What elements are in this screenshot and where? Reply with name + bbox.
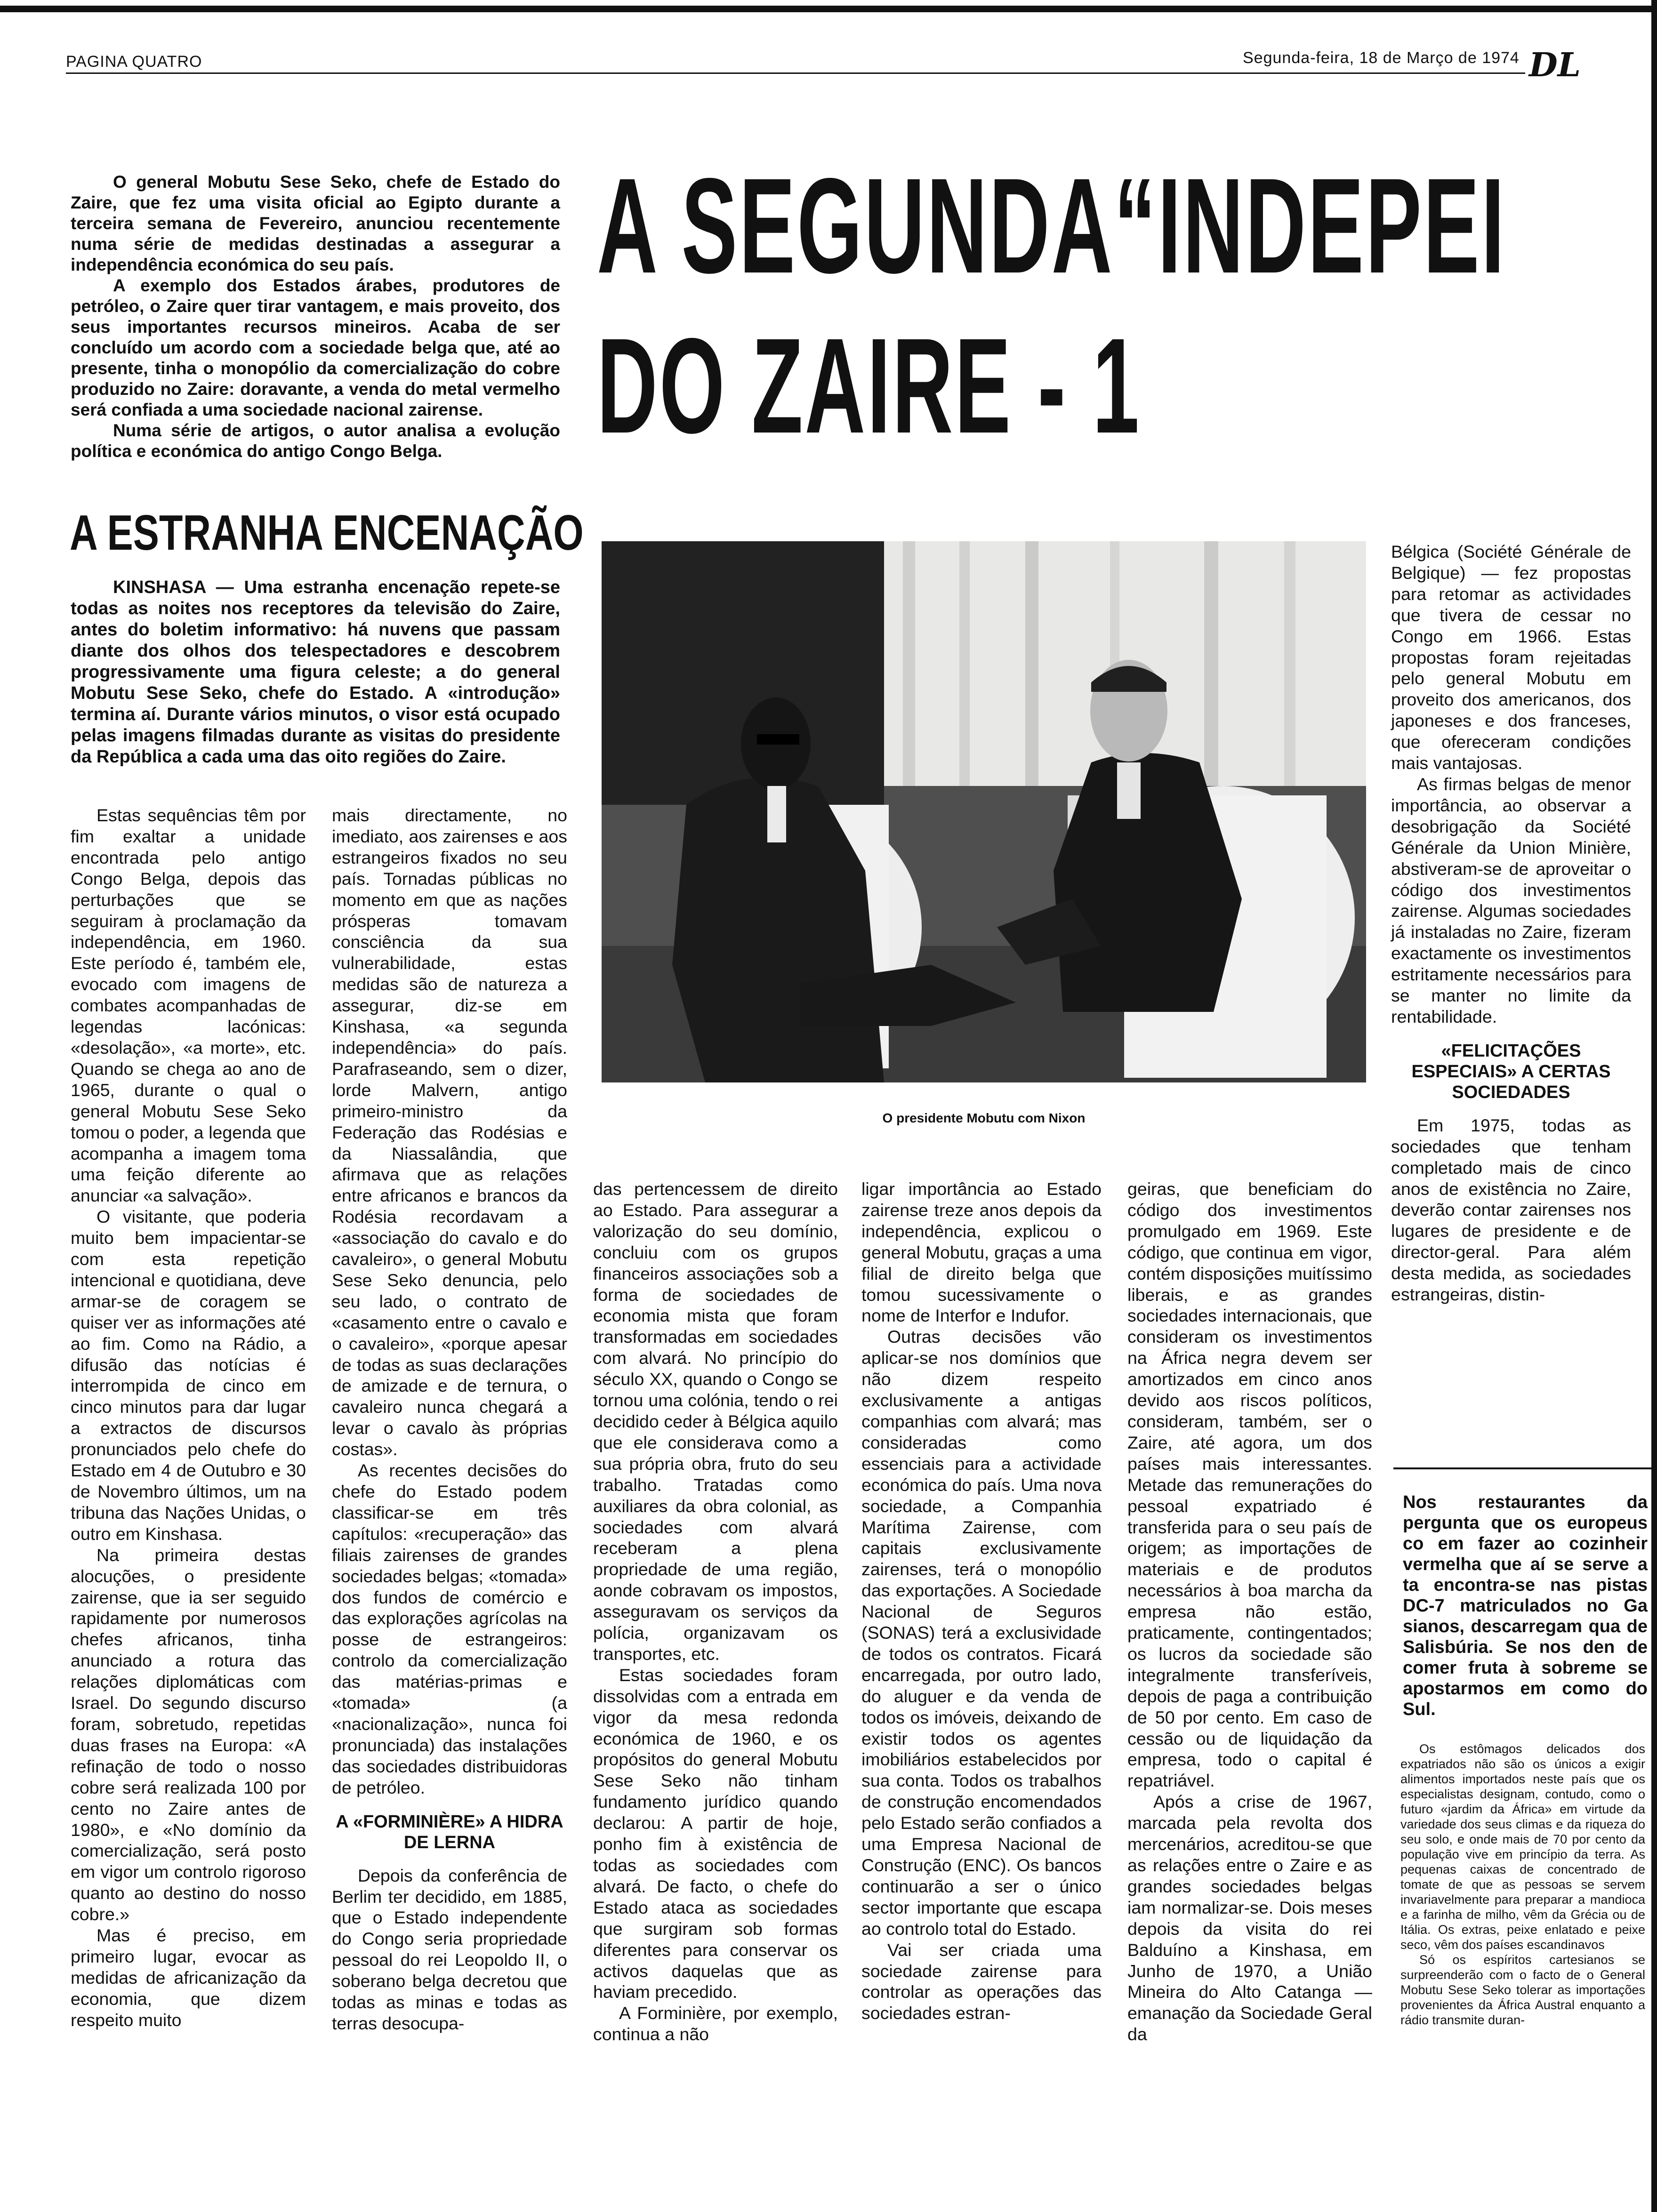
article-paragraph: mais directamente, no imediato, aos zairenses e aos estrangeiros fixados no seu país. Tornadas públicas no momento em que as nações prósperas tomavam consciência da sua vulnerabilidade, estas medidas são de natureza a assegurar, diz-se em Kinshasa, «a segunda independência» do país. Parafraseando, sem o dizer, lorde Malvern, antigo primeiro-ministro da Federação das Rodésias e da Niassalândia, que afirmava que as relações entre africanos e brancos da Rodésia recordavam a «associação do cavalo e do cavaleiro», o general Mobutu Sese Seko denuncia, pelo seu lado, o contrato de «casamento entre o cavalo e o cavaleiro», «porque apesar de todas as suas declarações de amizade e de ternura, o cavaleiro nunca chegará a levar o cavalo às próprias costas». xyxy=(332,805,567,1459)
lead-paragraph: KINSHASA — Uma estranha encenação repete-se todas as noites nos receptores da televisão do Zaire, antes do boletim informativo: há nuvens que passam diante dos olhos dos telespectadores e descobrem progressivamente uma figura celeste; a do general Mobutu Sese Seko, chefe do Estado. A «introdução» termina aí. Durante vários minutos, o visor está ocupado pelas imagens filmadas durante as visitas do presidente da República a cada uma das oito regiões do Zaire. xyxy=(71,577,560,767)
article-paragraph: geiras, que beneficiam do código dos investimentos promulgado em 1969. Este código, que continua em vigor, contém disposições muitíssimo liberais, e as grandes sociedades internacionais, que consideram os investimentos na África negra devem ser amortizados em cinco anos devido aos riscos políticos, consideram, também, ser o Zaire, até agora, um dos países mais interessantes. Metade das remunerações do pessoal expatriado é transferida para o seu país de origem; as importações de materiais e de produtos necessários à boa marcha da empresa não estão, praticamente, contingentados; os lucros da sociedade são integralmente transferíveis, depois de paga a contribuição de 50 por cento. Em caso de cessão ou de liquidação da empresa, todo o capital é repatriável. xyxy=(1127,1179,1372,1791)
photo-illustration xyxy=(602,541,1366,1082)
article-column-5 xyxy=(1127,1178,1372,2045)
article-paragraph: Na primeira destas alocuções, o presidente zairense, que ia ser seguido rapidamente por numerosos chefes africanos, tinha anunciado a rotura das relações diplomáticas com Israel. Do segundo discurso foram, sobretudo, repetidas duas frases na Europa: «A refinação de todo o nosso cobre será realizada 100 por cento no Zaire antes de 1980», e «No domínio da comercialização, será posto em vigor um controlo rigoroso quanto ao destino do nosso cobre.» xyxy=(71,1545,306,1924)
issue-date: Segunda-feira, 18 de Março de 1974 xyxy=(1243,49,1520,67)
photo-caption: O presidente Mobutu com Nixon xyxy=(882,1111,1086,1125)
article-paragraph: Estas sociedades foram dissolvidas com a entrada em vigor da mesa redonda económica de 1960, e os propósitos do general Mobutu Sese Seko não tinham fundamento jurídico quando declarou: A partir de hoje, ponho fim à existência de todas as sociedades com alvará. De facto, o chefe do Estado ataca as sociedades que surgiram sob formas diferentes para conservar os activos daquelas que as haviam precedido. xyxy=(593,1665,838,2002)
intro-paragraph: O general Mobutu Sese Seko, chefe de Estado do Zaire, que fez uma visita oficial ao Egipto durante a terceira semana de Fevereiro, anunciou recentemente numa série de medidas destinadas a assegurar a independência económica do seu país. xyxy=(71,172,560,274)
article-paragraph: A Forminière, por exemplo, continua a não xyxy=(593,2003,838,2044)
intro-block xyxy=(71,172,560,462)
headline-line-1: A SEGUNDA“INDEPEI xyxy=(597,150,1506,302)
section-label: PAGINA QUATRO xyxy=(66,53,202,71)
article-paragraph: Após a crise de 1967, marcada pela revolta dos mercenários, acreditou-se que as relações entre o Zaire e as grandes sociedades belgas iam normalizar-se. Dois meses depois da visita do rei Balduíno a Kinshasa, em Junho de 1970, a União Mineira do Alto Catanga — emanação da Sociedade Geral da xyxy=(1127,1792,1372,2044)
subheading-felicitacoes: «FELICITAÇÕES ESPECIAIS» A CERTAS SOCIEDADES xyxy=(1411,1041,1611,1102)
article-paragraph: O visitante, que poderia muito bem impacientar-se com esta repetição intencional e quotidiana, deve armar-se de coragem se quiser ver as informações até ao fim. Como na Rádio, a difusão das notícias é interrompida de cinco em cinco minutos para dar lugar a extractos de discursos pronunciados pelo chefe do Estado em 4 de Outubro e 30 de Novembro últimos, um na tribuna das Nações Unidas, o outro em Kinshasa. xyxy=(71,1207,306,1544)
article-paragraph: As firmas belgas de menor importância, ao observar a desobrigação da Société Générale da Union Minière, abstiveram-se de aproveitar o código dos investimentos zairense. Algumas sociedades já instaladas no Zaire, fizeram exactamente os investimentos estritamente necessários para se manter no limite da rentabilidade. xyxy=(1391,774,1631,1026)
article-paragraph: Em 1975, todas as sociedades que tenham completado mais de cinco anos de existência no Zaire, deverão contar zairenses nos lugares de presidente e de director-geral. Para além desta medida, as sociedades estrangeiras, distin- xyxy=(1391,1115,1631,1305)
lead-paragraph-block xyxy=(71,577,560,768)
article-paragraph: das pertencessem de direito ao Estado. Para assegurar a valorização do seu domínio, concluiu com os grupos financeiros associações sob a forma de sociedades de economia mista que foram transformadas em sociedades com alvará. No princípio do século XX, quando o Congo se tornou uma colónia, tendo o rei decidido ceder à Bélgica aquilo que ele considerava como a sua própria obra, fruto do seu trabalho. Tratadas como auxiliares da obra colonial, as sociedades com alvará receberam a plena propriedade de uma região, aonde cobravam os impostos, asseguravam os serviços da polícia, organizavam os transportes, etc. xyxy=(593,1179,838,1664)
sidebar-paragraph: Os estômagos delicados dos expatriados não são os únicos a exigir alimentos importados neste país que os especialistas designam, contudo, como o futuro «jardim da África» em virtude da variedade dos seus climas e da riqueza do seu solo, e onde mais de 70 por cento da população vive em princípio da terra. As pequenas caixas de concentrado de tomate de que as pessoas se servem invariavelmente para preparar a mandioca e a farinha de milho, vêm da Grécia ou de Itália. Os extras, peixe enlatado e peixe seco, vêm dos países escandinavos xyxy=(1400,1742,1645,1952)
top-border xyxy=(0,6,1657,12)
intro-paragraph: A exemplo dos Estados árabes, produtores de petróleo, o Zaire quer tirar vantagem, e mais proveito, dos seus importantes recursos mineiros. Acaba de ser concluído um acordo com a sociedade belga que, até ao presente, tinha o monopólio da comercialização do cobre produzido no Zaire: doravante, a venda do metal vermelho será confiada a uma sociedade nacional zairense. xyxy=(71,276,560,419)
sidebar-small-text xyxy=(1400,1741,1645,2028)
section-title: A ESTRANHA ENCENAÇÃO xyxy=(70,505,584,561)
sidebar-box-text: Nos restaurantes da pergunta que os europeus co em fazer ao cozinheir vermelha que aí se serve a ta encontra-se nas pistas DC-7 matriculados no Ga sianos, descarregam qua de Salisbúria. Se nos den de comer fruta à sobreme se apostarmos em como do Sul. xyxy=(1403,1492,1648,1719)
headline-line-2: DO ZAIRE - 1 xyxy=(597,310,1141,462)
article-column-6 xyxy=(1391,541,1631,1305)
article-column-3 xyxy=(593,1178,838,2045)
sidebar-box xyxy=(1403,1492,1648,1720)
article-paragraph: Mas é preciso, em primeiro lugar, evocar as medidas de africanização da economia, que dizem respeito muito xyxy=(71,1925,306,2030)
newspaper-logo: DL xyxy=(1529,45,1581,84)
article-paragraph: As recentes decisões do chefe do Estado podem classificar-se em três capítulos: «recuperação» das filiais zairenses de grandes sociedades belgas; «tomada» dos fundos de comércio e das explorações agrícolas na posse de estrangeiros: controlo da comercialização das matérias-primas e «tomada» (a «nacionalização», nunca foi pronunciada) das instalações das sociedades distribuidoras de petróleo. xyxy=(332,1460,567,1797)
news-photo xyxy=(602,541,1366,1082)
page-edge xyxy=(1651,0,1657,2212)
article-paragraph: Vai ser criada uma sociedade zairense para controlar as operações das sociedades estran- xyxy=(861,1940,1102,2023)
article-paragraph: Depois da conferência de Berlim ter decidido, em 1885, que o Estado independente do Congo seria propriedade pessoal do rei Leopoldo II, o soberano belga decretou que todas as minas e todas as terras desocupa- xyxy=(332,1865,567,2033)
sidebar-paragraph: Só os espíritos cartesianos se surpreenderão com o facto de o General Mobutu Sese Seko tolerar as importações provenientes da África Austral enquanto a rádio transmite duran- xyxy=(1400,1953,1645,2027)
article-paragraph: ligar importância ao Estado zairense treze anos depois da independência, explicou o general Mobutu, graças a uma filial de direito belga que tomou sucessivamente o nome de Interfor e Indufor. xyxy=(861,1179,1102,1326)
subheading-forminiere: A «FORMINIÈRE» A HIDRA DE LERNA xyxy=(336,1811,563,1852)
sidebar-rule xyxy=(1393,1467,1657,1469)
article-paragraph: Bélgica (Société Générale de Belgique) — fez propostas para retomar as actividades que tivera de cessar no Congo em 1966. Estas propostas foram rejeitadas pelo general Mobutu em proveito dos americanos, dos japoneses e dos franceses, que ofereceram condições mais vantajosas. xyxy=(1391,542,1631,773)
article-paragraph: Outras decisões vão aplicar-se nos domínios que não dizem respeito exclusivamente a antigas companhias com alvará; mas consideradas como essenciais para a actividade económica do país. Uma nova sociedade, a Companhia Marítima Zairense, com capitais exclusivamente zairenses, terá o monopólio das exportações. A Sociedade Nacional de Seguros (SONAS) terá a exclusividade de todos os contratos. Ficará encarregada, por outro lado, do aluguer e da venda de todos os imóveis, deixando de existir todos os agentes imobiliários estabelecidos por sua conta. Todos os trabalhos de construção encomendados pelo Estado serão confiados a uma Empresa Nacional de Construção (ENC). Os bancos continuarão a ser o único sector importante que escapa ao controlo total do Estado. xyxy=(861,1327,1102,1939)
article-column-1 xyxy=(71,805,306,2031)
article-column-2 xyxy=(332,805,567,2034)
intro-paragraph: Numa série de artigos, o autor analisa a evolução política e económica do antigo Congo Belga. xyxy=(71,421,560,461)
article-paragraph: Estas sequências têm por fim exaltar a unidade encontrada pelo antigo Congo Belga, depois das perturbações que se seguiram à proclamação da independência, em 1960. Este período é, também ele, evocado com imagens de combates acompanhadas de legendas lacónicas: «desolação», «a morte», etc. Quando se chega ao ano de 1965, durante o qual o general Mobutu Sese Seko tomou o poder, a legenda que acompanha a imagem toma uma feição diferente ao anunciar «a salvação». xyxy=(71,805,306,1206)
article-column-4 xyxy=(861,1178,1102,2024)
header-rule xyxy=(66,72,1525,74)
